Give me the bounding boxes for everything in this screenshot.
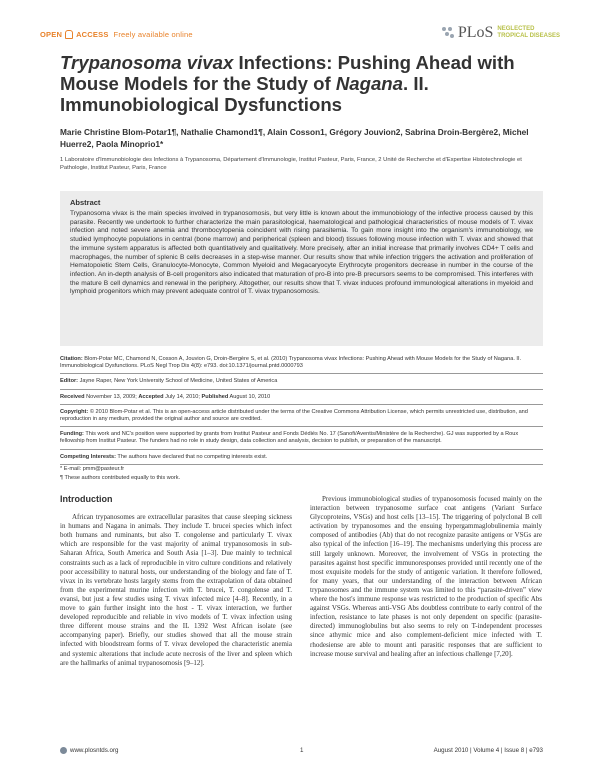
- abstract-box: [60, 191, 543, 346]
- body-paragraph: Previous immunobiological studies of trypanosomosis focused mainly on the interaction between trypanosome surface coat antigens (Variant Surface Glycoproteins, VSGs) and host cells [13–15]. The triggering of polyclonal B cell activation by trypanosomes and the ensuing hypergammaglobulinemia mainly composed of antibodies (Ab) that do not recognize parasite antigens or VSGs are also typical of the infection [16–19]. The mechanisms underlying this process are still largely unknown. Moreover, the involvement of VSGs in protecting the parasites against host specific immunoresponses provided until recently one of the most exquisite models for the study of antigenic variation. It therefore followed, for many years, that our understanding of the interaction between African trypanosomes and the immune system was limited to this “parasite-driven” view where the host's immune response was restricted to the production of specific Abs against VSGs. Whereas anti-VSG Abs doubtless contribute to early control of the infection, resistance to late phases is not only dependent on specific (parasite-directed) immunoglobulins but also seems to rely on T-independent processes since athymic mice and also complement-deficient mice infected with T. rhodesiense are able to mount anti parasitic responses that are sufficient to increase mouse survival and healing after an infectious challenge [7,20].: [310, 495, 542, 658]
- citation-line: Citation: Blom-Potar MC, Chamond N, Cosson A, Jouvion G, Droin-Bergère S, et al. (2010) Trypanosoma vivax Infections: Pushing Ahead with Mouse Models for the Study of Nagana. II. Immunobiological Dysfunctions. PLoS Negl Trop Dis 4(8): e793. doi:10.1371/journal.pntd.0000793: [60, 352, 543, 374]
- open-lock-icon: [65, 30, 73, 39]
- body-paragraph: African trypanosomes are extracellular parasites that cause sleeping sickness in humans and Nagana in animals. They include T. brucei species which infect both humans and ruminants, but also T. congolense and particularly T. vivax which are responsible for the vast majority of animal trypanosomosis in sub-Saharan Africa, South America and South Asia [1–3]. Due mainly to technical constraints such as a lack of reproducible in vitro culture conditions and relatively poor accessibility to natural hosts, our understanding of the biology and fate of T. vivax in its vertebrate hosts largely stems from the extrapolation of data obtained from the experimental murine infection with T. brucei, T. congolense and T. evansi, but just a few studies using T. vivax infected mice [4–8]. Recently, in a move to gain further insight into the host - T. vivax interaction, we further developed reproducible and reliable in vivo models of T. vivax infection using three different mouse strains and the IL 1392 West African isolate (see accompanying paper). Briefly, our studies showed that all the mouse strain infected with bloodstream forms of T. vivax developed the characteristic anemia and systemic alterations that include acute necrosis of the liver and spleen which are the hallmarks of animal trypanosomosis [9–12].: [60, 513, 292, 667]
- competing-interests-line: Competing Interests: The authors have declared that no competing interests exist.: [60, 450, 543, 465]
- article-metadata: [60, 352, 543, 483]
- freely-available-label: Freely available online: [113, 30, 193, 39]
- journal-header: [40, 24, 560, 48]
- plos-logo-icon: [442, 27, 454, 39]
- page-number: 1: [300, 747, 304, 754]
- article-title: Trypanosoma vivax Infections: Pushing Ahead with Mouse Models for the Study of Nagana. II. Immunobiological Dysfunctions: [60, 52, 515, 115]
- globe-icon: [60, 747, 67, 754]
- introduction-heading: Introduction: [60, 494, 113, 504]
- journal-name: PLoS: [457, 24, 494, 41]
- abstract-text: Trypanosoma vivax is the main species involved in trypanosomosis, but very little is known about the immunobiology of the infective process caused by this parasite. Recently we undertook to further characterize the main parasitological, haematological and pathological characteristics of mouse models of T. vivax infection and noted severe anemia and thrombocytopenia coincident with rising parasitemia. To gain more insight into the organism's immunobiology, we studied lymphocyte populations in central (bone marrow) and peripherical (spleen and blood) tissues following mouse infection with T. vivax and showed that the immune system apparatus is affected both quantitatively and qualitatively. More precisely, after an initial increase that primarily involves CD4+ T cells and macrophages, the number of splenic B cells decreases in a step-wise manner. Our results show that while infection triggers the activation and proliferation of Hematopoietic Stem Cells, Granulocyte-Monocyte, Common Myeloid and Megacaryocyte Erythrocyte progenitors decrease in number in the course of the infection. An in-depth analysis of B-cell progenitors also indicated that maturation of pro-B into pre-B precursors seems to be compromised. This interferes with the mature B cell dynamics and renewal in the periphery. Altogether, our results show that T. vivax induces profound immunological alterations in myeloid and lymphoid progenitors which may prevent adequate control of T. vivax trypanosomosis.: [70, 210, 533, 296]
- editor-line: Editor: Jayne Raper, New York University School of Medicine, United States of America: [60, 374, 543, 389]
- affiliations: 1 Laboratoire d'Immunobiologie des Infections à Trypanosoma, Département d'Immunologie, Institut Pasteur, Paris, France, 2 Unité de Recherche et d'Expertise Histotechnologie et Pathologie, Institut Pasteur, Paris, France: [60, 157, 522, 171]
- funding-line: Funding: This work and NC's position were supported by grants from Institut Pasteur and Fonds Dédiés No. 17 (Sanofi/Aventis/Ministère de la Recherche). GJ was supported by a Roux fellowship from Institut Pasteur. The funders had no role in study design, data collection and analysis, decision to publish, or preparation of the manuscript.: [60, 427, 543, 449]
- page-footer: [60, 747, 543, 759]
- abstract-heading: Abstract: [70, 198, 101, 207]
- author-list: Marie Christine Blom-Potar1¶, Nathalie Chamond1¶, Alain Cosson1, Grégory Jouvion2, Sabrina Droin-Bergère2, Michel Huerre2, Paola Minoprio1*: [60, 127, 529, 149]
- journal-logo: [442, 24, 560, 42]
- copyright-line: Copyright: © 2010 Blom-Potar et al. This is an open-access article distributed under the terms of the Creative Commons Attribution License, which permits unrestricted use, distribution, and reproduction in any medium, provided the original author and source are credited.: [60, 405, 543, 427]
- journal-subtitle: NEGLECTED TROPICAL DISEASES: [497, 26, 560, 39]
- open-access-badge: OPEN ACCESS Freely available online: [40, 30, 193, 39]
- left-column: [60, 495, 292, 668]
- equal-contribution-line: ¶ These authors contributed equally to this work.: [60, 475, 181, 482]
- issue-info: August 2010 | Volume 4 | Issue 8 | e793: [433, 747, 543, 754]
- right-column: [310, 495, 542, 659]
- dates-line: Received November 13, 2009; Accepted July 14, 2010; Published August 10, 2010: [60, 390, 543, 405]
- email-line: * E-mail: pmm@pasteur.fr: [60, 465, 125, 472]
- footer-url[interactable]: www.plosntds.org: [60, 747, 119, 754]
